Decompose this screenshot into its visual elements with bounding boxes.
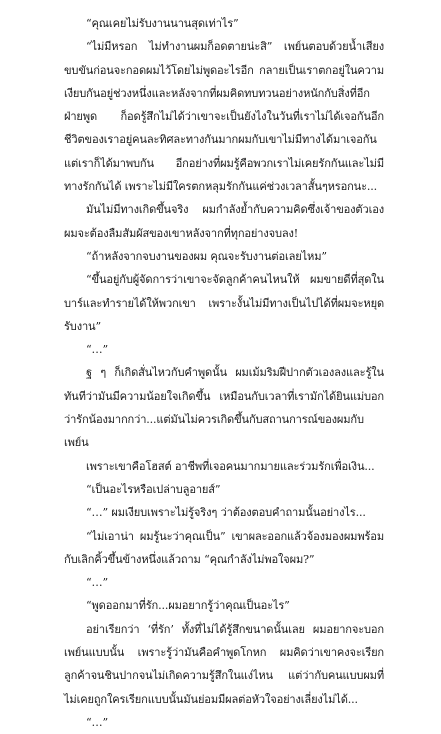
paragraph: มันไม่มีทางเกิดขึ้นจริง ผมกำลังย้ำกับความคิดซึ่งเจ้าของตัวเอง ผมจะต้องลืมสัมผัสของเขาหลังจากที่ทุกอย่างจบลง! [64,203,384,240]
paragraph: ฐ ๆ ก็เกิดสั่นไหวกับคำพูดนั้น ผมเม้มริมฝีปากตัวเองลงและรู้ในทันทีว่ามันมีความน้อยใจเกิดขึ้น เหมือนกับเวลาที่เรามักได้ยินแม่บอกว่ารักน้องมากกว่า...แต่มันไม่ควรเกิดขึ้นกับสถานการณ์ของผมกับเพย์น [64,366,384,450]
paragraph: “ขึ้นอยู่กับผู้จัดการว่าเขาจะจัดลูกค้าคนไหนให้ ผมขายดีที่สุดในบาร์และทำรายได้ให้พวกเขา เพราะงั้นไม่มีทางเป็นไปได้ที่ผมจะหยุดรับงาน” [64,273,384,333]
paragraph: “ถ้าหลังจากจบงานของผม คุณจะรับงานต่อเลยไหม” [86,249,327,263]
paragraph: “…” ผมเงียบเพราะไม่รู้จริงๆ ว่าต้องตอบคำถามนั้นอย่างไร... [86,506,366,520]
paragraph: “…” [86,576,108,590]
body-text [64,12,384,734]
paragraph: “…” [86,343,108,357]
paragraph: “พูดออกมาที่รัก...ผมอยากรู้ว่าคุณเป็นอะไร” [86,599,290,613]
paragraph: เพราะเขาคือโฮสต์ อาชีพที่เจอคนมากมายและร่วมรักเพื่อเงิน... [86,459,375,473]
paragraph: “เป็นอะไรหรือเปล่าบลูอายส์” [86,482,221,496]
paragraph: “คุณเคยไม่รับงานนานสุดเท่าไร” [86,17,239,30]
paragraph: “ไม่เอาน่า ผมรู้นะว่าคุณเป็น” เขาผละออกแล้วจ้องมองผมพร้อมกับเลิกคิ้วขึ้นข้างหนึ่งแล้วถาม “คุณกำลังไม่พอใจผม?” [64,529,384,566]
paragraph: “…” [86,715,108,729]
paragraph: อย่าเรียกว่า ‘ที่รัก’ ทั้งที่ไม่ได้รู้สึกขนาดนั้นเลย ผมอยากจะบอกเพย์นแบบนั้น เพราะรู้ว่ามันคือคำพูดโกหก ผมคิดว่าเขาคงจะเรียกลูกค้าจนชินปากจนไม่เกิดความรู้สึกในแง่ไหน แต่ว่ากับคนแบบผมที่ไม่เคยถูกใครเรียกแบบนั้นมันย่อมมีผลต่อหัวใจอย่างเลี่ยงไม่ได้... [64,622,384,706]
paragraph: “ไม่มีหรอก ไม่ทำงานผมก็อดตายน่ะสิ” เพย์นตอบด้วยน้ำเสียงขบขันก่อนจะกอดผมไว้โดยไม่พูดอะไรอีก กลายเป็นเราตกอยู่ในความเงียบกันอยู่ช่วงหนึ่งและหลังจากที่ผมคิดทบทวนอย่างหนักกับสิ่งที่อีกฝ่ายพูด ก็อดรู้สึกไม่ได้ว่าเขาจะเป็นยังไงในวันที่เราไม่ได้เจอกันอีก ชีวิตของเราอยู่คนละทิศละทางกันมากผมกับเขาไม่มีทางได้มาเจอกันแต่เราก็ได้มาพบกัน อีกอย่างที่ผมรู้คือพวกเราไม่เคยรักกันและไม่มีทางรักกันได้ เพราะไม่มีใครตกหลุมรักกันแค่ช่วงเวลาสั้นๆหรอกนะ... [64,40,384,194]
